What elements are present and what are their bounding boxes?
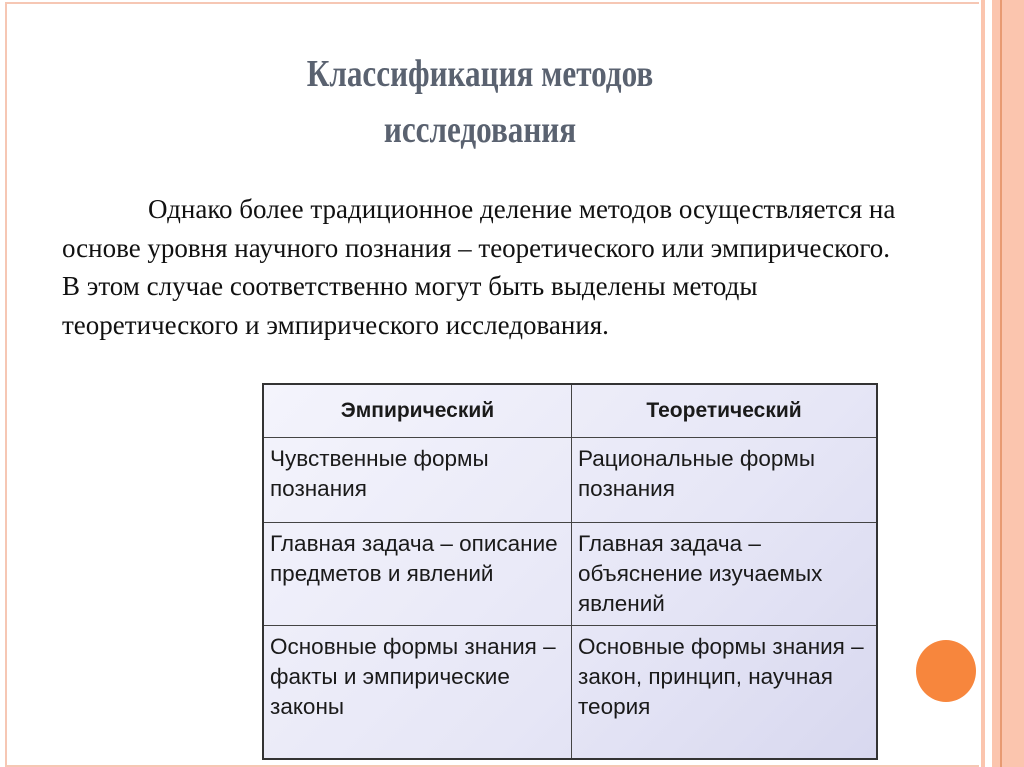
table-row [263, 626, 877, 760]
slide-title-line1: Классификация методов [306, 53, 654, 95]
table-row [263, 523, 877, 626]
slide-body [62, 190, 902, 344]
slide-title-line2: исследования [383, 109, 577, 151]
table-header-row [263, 384, 877, 438]
table-cell: Чувственные формы познания [263, 438, 572, 523]
table-cell: Главная задача – объяснение изучаемых явлений [572, 523, 878, 626]
header-empirical: Эмпирический [263, 384, 572, 438]
table-cell: Рациональные формы познания [572, 438, 878, 523]
table-cell: Основные формы знания – факты и эмпирические законы [263, 626, 572, 760]
orange-circle-decoration [916, 640, 976, 702]
table-cell: Главная задача – описание предметов и явлений [263, 523, 572, 626]
decorative-stripe [981, 0, 985, 767]
table-row [263, 438, 877, 523]
decorative-stripe-line [1000, 0, 1002, 767]
comparison-table [262, 383, 878, 760]
body-paragraph: Однако более традиционное деление методов осуществляется на основе уровня научного познания – теоретического или эмпирического. В этом случае соответственно могут быть выделены методы теоретического и эмпирического исследования. [62, 194, 896, 340]
decorative-stripe [992, 0, 1024, 767]
header-theoretical: Теоретический [572, 384, 878, 438]
table-cell: Основные формы знания – закон, принцип, научная теория [572, 626, 878, 760]
